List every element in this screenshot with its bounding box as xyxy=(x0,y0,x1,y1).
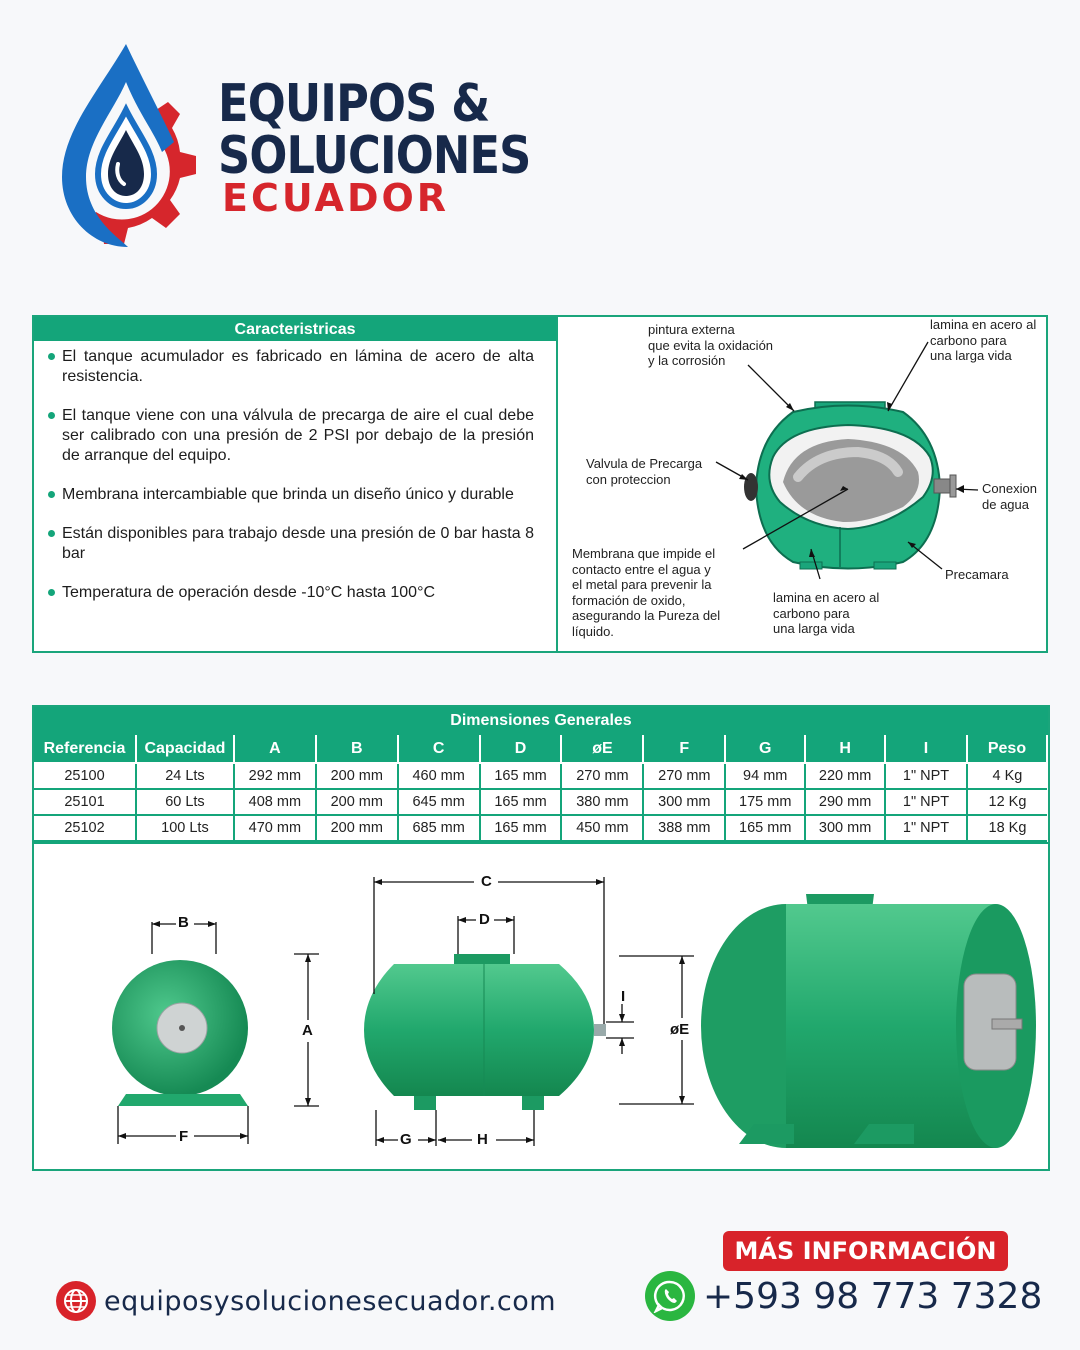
column-header: øE xyxy=(561,735,643,763)
dim-label-f: F xyxy=(179,1128,189,1145)
table-cell: 460 mm xyxy=(398,763,480,789)
dim-label-e: øE xyxy=(670,1021,690,1038)
table-cell: 200 mm xyxy=(316,763,398,789)
column-header: G xyxy=(725,735,805,763)
table-header-row xyxy=(34,735,1047,763)
column-header: F xyxy=(643,735,725,763)
dimensions-title: Dimensiones Generales xyxy=(34,707,1048,735)
table-cell: 200 mm xyxy=(316,815,398,841)
table-cell: 470 mm xyxy=(234,815,316,841)
label-steel-top: lamina en acero al carbono para una larga vida xyxy=(930,317,1037,363)
table-cell: 25102 xyxy=(34,815,136,841)
table-row xyxy=(34,815,1047,841)
tank-cutaway-diagram xyxy=(558,317,1046,651)
features-list-box xyxy=(34,317,558,651)
tank-views-illustration xyxy=(34,844,1048,1171)
globe-icon xyxy=(56,1281,96,1321)
dim-label-d: D xyxy=(479,911,490,928)
table-cell: 60 Lts xyxy=(136,789,234,815)
table-cell: 165 mm xyxy=(480,789,562,815)
website-link[interactable] xyxy=(56,1280,556,1322)
table-cell: 100 Lts xyxy=(136,815,234,841)
label-external-paint: pintura externa que evita la oxidación y la corrosión xyxy=(648,322,774,368)
feature-item: Temperatura de operación desde -10°C hasta 100°C xyxy=(62,583,534,603)
table-cell: 1" NPT xyxy=(885,815,967,841)
table-row xyxy=(34,789,1047,815)
table-cell: 165 mm xyxy=(725,815,805,841)
table-cell: 300 mm xyxy=(643,789,725,815)
brand-line-2: SOLUCIONES xyxy=(218,126,531,186)
more-info-button[interactable]: MÁS INFORMACIÓN xyxy=(723,1231,1008,1271)
table-cell: 25101 xyxy=(34,789,136,815)
table-cell: 408 mm xyxy=(234,789,316,815)
table-cell: 175 mm xyxy=(725,789,805,815)
table-cell: 270 mm xyxy=(561,763,643,789)
table-cell: 165 mm xyxy=(480,815,562,841)
table-cell: 220 mm xyxy=(805,763,885,789)
column-header: C xyxy=(398,735,480,763)
features-title: Caracteristricas xyxy=(34,317,556,341)
brand-line-3: ECUADOR xyxy=(222,176,450,220)
table-cell: 12 Kg xyxy=(967,789,1047,815)
label-membrane: Membrana que impide el contacto entre el agua y el metal para prevenir la formación de oxido, asegurando la Pureza del líquido. xyxy=(572,546,721,639)
feature-item: El tanque viene con una válvula de precarga de aire el cual debe ser calibrado con una presión de 2 PSI por debajo de la presión de arranque del equipo. xyxy=(62,407,534,464)
feature-item: Están disponibles para trabajo desde una presión de 0 bar hasta 8 bar xyxy=(62,525,534,562)
table-cell: 270 mm xyxy=(643,763,725,789)
table-cell: 388 mm xyxy=(643,815,725,841)
table-cell: 1" NPT xyxy=(885,789,967,815)
dim-label-a: A xyxy=(302,1022,313,1039)
table-cell: 25100 xyxy=(34,763,136,789)
dimension-drawings xyxy=(34,842,1048,1171)
label-steel-bottom: lamina en acero al carbono para una larga vida xyxy=(773,590,880,636)
column-header: Peso xyxy=(967,735,1047,763)
dim-label-c: C xyxy=(481,873,492,890)
label-water-connection: Conexion de agua xyxy=(982,481,1037,512)
table-cell: 200 mm xyxy=(316,789,398,815)
table-cell: 18 Kg xyxy=(967,815,1047,841)
table-cell: 645 mm xyxy=(398,789,480,815)
whatsapp-contact[interactable] xyxy=(645,1270,1042,1322)
table-cell: 450 mm xyxy=(561,815,643,841)
dim-label-i: I xyxy=(621,988,626,1005)
table-cell: 4 Kg xyxy=(967,763,1047,789)
brand-logo-mark xyxy=(58,42,218,257)
feature-item: Membrana intercambiable que brinda un diseño único y durable xyxy=(62,485,534,505)
feature-item: El tanque acumulador es fabricado en lámina de acero de alta resistencia. xyxy=(62,348,534,385)
features-list xyxy=(34,341,556,603)
dimensions-table xyxy=(34,735,1048,842)
column-header: Capacidad xyxy=(136,735,234,763)
table-cell: 292 mm xyxy=(234,763,316,789)
table-cell: 300 mm xyxy=(805,815,885,841)
column-header: I xyxy=(885,735,967,763)
table-cell: 380 mm xyxy=(561,789,643,815)
website-url[interactable]: equiposysolucionesecuador.com xyxy=(104,1285,557,1317)
table-cell: 1" NPT xyxy=(885,763,967,789)
table-cell: 165 mm xyxy=(480,763,562,789)
table-cell: 24 Lts xyxy=(136,763,234,789)
column-header: A xyxy=(234,735,316,763)
column-header: Referencia xyxy=(34,735,136,763)
label-precharge-valve: Valvula de Precarga con proteccion xyxy=(586,456,703,487)
column-header: B xyxy=(316,735,398,763)
table-cell: 685 mm xyxy=(398,815,480,841)
brand-line-1: EQUIPOS & xyxy=(218,74,490,134)
label-prechamber: Precamara xyxy=(945,567,1009,582)
table-cell: 94 mm xyxy=(725,763,805,789)
dim-label-b: B xyxy=(178,914,189,931)
table-row xyxy=(34,763,1047,789)
dim-label-g: G xyxy=(400,1131,412,1148)
dimensions-panel xyxy=(32,705,1050,1171)
dim-label-h: H xyxy=(477,1131,488,1148)
features-panel xyxy=(32,315,1048,653)
column-header: D xyxy=(480,735,562,763)
phone-number[interactable]: +593 98 773 7328 xyxy=(703,1275,1043,1317)
column-header: H xyxy=(805,735,885,763)
table-cell: 290 mm xyxy=(805,789,885,815)
whatsapp-icon xyxy=(645,1271,695,1321)
